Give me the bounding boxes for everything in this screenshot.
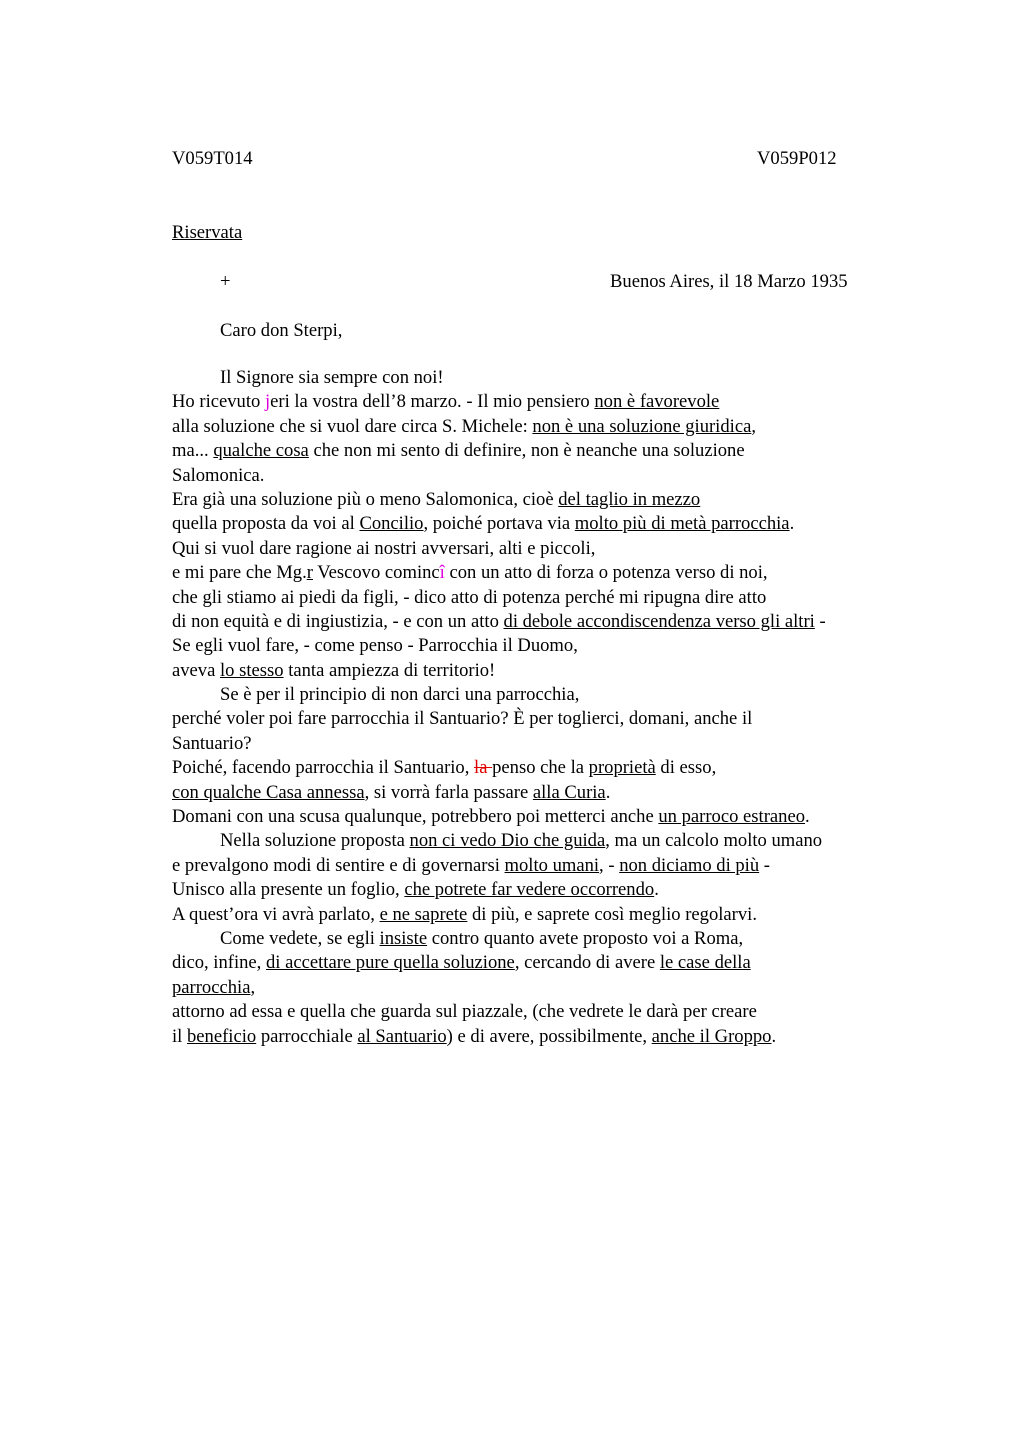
letter-line [172,561,912,585]
line-text: . [789,513,795,535]
letter-line [172,464,912,488]
line-text: penso che la [492,757,589,779]
line-text: , ma un calcolo molto umano [605,830,823,852]
cross-mark: + [220,271,231,292]
letter-line [172,683,912,707]
line-text: eri la vostra dell’8 marzo. - Il mio pensiero [270,391,595,413]
underlined-text: Concilio [359,513,424,535]
letter-line [172,707,912,731]
line-text: Nella soluzione proposta [220,830,410,852]
underlined-text: le case della [659,952,751,974]
line-text: aveva [172,659,221,681]
line-text: , [751,415,756,437]
line-text: contro quanto avete proposto voi a Roma, [427,927,744,949]
underlined-text: di debole accondiscendenza verso gli altri [503,610,815,632]
letter-line [172,537,912,561]
line-text: Unisco alla presente un foglio, [172,879,405,901]
line-text: Se è per il principio di non darci una parrocchia, [220,684,580,706]
letter-line [172,415,912,439]
underlined-text: non diciamo di più [619,854,760,876]
line-text: il [172,1025,187,1047]
line-text: quella proposta da voi al [172,513,360,535]
underlined-text: parrocchia [172,976,251,998]
letter-line [172,781,912,805]
letter-line [172,1000,912,1024]
inserted-letter: j [264,391,271,413]
line-text: che gli stiamo ai piedi da figli, - dico atto di potenza perché mi ripugna dire atto [172,586,767,608]
line-text: parrocchiale [256,1025,358,1047]
underlined-text: del taglio in mezzo [558,488,701,510]
line-text: e prevalgono modi di sentire e di governarsi [172,854,505,876]
letter-line [172,829,912,853]
line-text: con un atto di forza o potenza verso di noi, [444,562,768,584]
underlined-text: con qualche Casa annessa [172,781,365,803]
underlined-text: al Santuario [357,1025,447,1047]
line-text: Domani con una scusa qualunque, potrebbero poi metterci anche [172,806,659,828]
classification-label: Riservata [172,222,243,243]
line-text: - [814,610,826,632]
underlined-text: qualche cosa [213,440,309,462]
line-text: di esso, [655,757,717,779]
underlined-text: non è una soluzione giuridica [532,415,752,437]
underlined-text: un parroco estraneo [658,806,805,828]
line-text: , poiché portava via [423,513,575,535]
line-text: Qui si vuol dare ragione ai nostri avversari, alti e piccoli, [172,537,596,559]
line-text: di più, e saprete così meglio regolarvi. [467,903,757,925]
letter-line [172,659,912,683]
underlined-text: molto più di metà parrocchia [574,513,790,535]
letter-line [172,1025,912,1049]
line-text: Come vedete, se egli [220,927,380,949]
underlined-text: molto umani [504,854,600,876]
underlined-text: e ne saprete [379,903,468,925]
document-code-right: V059P012 [757,148,837,169]
greeting-line: Il Signore sia sempre con noi! [220,367,444,388]
letter-lines [172,390,912,1049]
line-text: . [654,879,659,901]
letter-body [172,366,912,1049]
underlined-text: r [306,562,313,584]
letter-line [172,610,912,634]
line-text: . [771,1025,777,1047]
line-text: e mi pare che Mg. [172,562,307,584]
letter-line [172,634,912,658]
inserted-letter: î [439,562,445,584]
line-text: . [805,806,810,828]
line-text: Salomonica. [172,464,265,486]
salutation: Caro don Sterpi, [220,320,343,341]
line-text: , [250,976,256,998]
letter-line [172,927,912,951]
document-code-left: V059T014 [172,148,253,169]
letter-line [172,976,912,1000]
line-text: , si vorrà farla passare [364,781,533,803]
line-text: , cercando di avere [514,952,660,974]
letter-line [172,732,912,756]
letter-line [172,951,912,975]
struck-text: la [474,757,493,779]
underlined-text: di accettare pure quella soluzione [265,952,515,974]
letter-line [172,903,912,927]
line-text: dico, infine, [172,952,266,974]
underlined-text: non ci vedo Dio che guida [409,830,606,852]
underlined-text: non è favorevole [594,391,720,413]
letter-line [172,390,912,414]
letter-line [172,439,912,463]
letter-line [172,488,912,512]
underlined-text: anche il Groppo [651,1025,772,1047]
line-text: che non mi sento di definire, non è neanche una soluzione [308,440,745,462]
line-text: A quest’ora vi avrà parlato, [172,903,380,925]
underlined-text: che potrete far vedere occorrendo [404,879,655,901]
underlined-text: proprietà [588,757,656,779]
letter-line [172,878,912,902]
underlined-text: lo stesso [220,659,284,681]
line-text: - [759,854,770,876]
line-text: di non equità e di ingiustizia, - e con un atto [172,610,504,632]
line-text: tanta ampiezza di territorio! [283,659,496,681]
line-text: ma... [172,440,214,462]
underlined-text: insiste [379,927,428,949]
letter-line [172,756,912,780]
line-text: Era già una soluzione più o meno Salomonica, cioè [172,488,559,510]
underlined-text: beneficio [186,1025,257,1047]
line-text: . [605,781,611,803]
line-text: Se egli vuol fare, - come penso - Parrocchia il Duomo, [172,635,578,657]
line-text: alla soluzione che si vuol dare circa S. Michele: [172,415,533,437]
line-text: Vescovo cominc [312,562,440,584]
letter-line [172,854,912,878]
line-text: attorno ad essa e quella che guarda sul piazzale, (che vedrete le darà per creare [172,1001,757,1023]
line-text: Ho ricevuto [172,391,265,413]
line-text: perché voler poi fare parrocchia il Santuario? È per toglierci, domani, anche il [172,708,753,730]
underlined-text: alla Curia [532,781,606,803]
letter-line [172,805,912,829]
line-text: , - [599,854,620,876]
line-text: Poiché, facendo parrocchia il Santuario, [172,757,475,779]
line-text: ) e di avere, possibilmente, [446,1025,652,1047]
letter-line [172,512,912,536]
line-text: Santuario? [172,732,252,754]
place-date: Buenos Aires, il 18 Marzo 1935 [610,271,848,292]
letter-line [172,586,912,610]
